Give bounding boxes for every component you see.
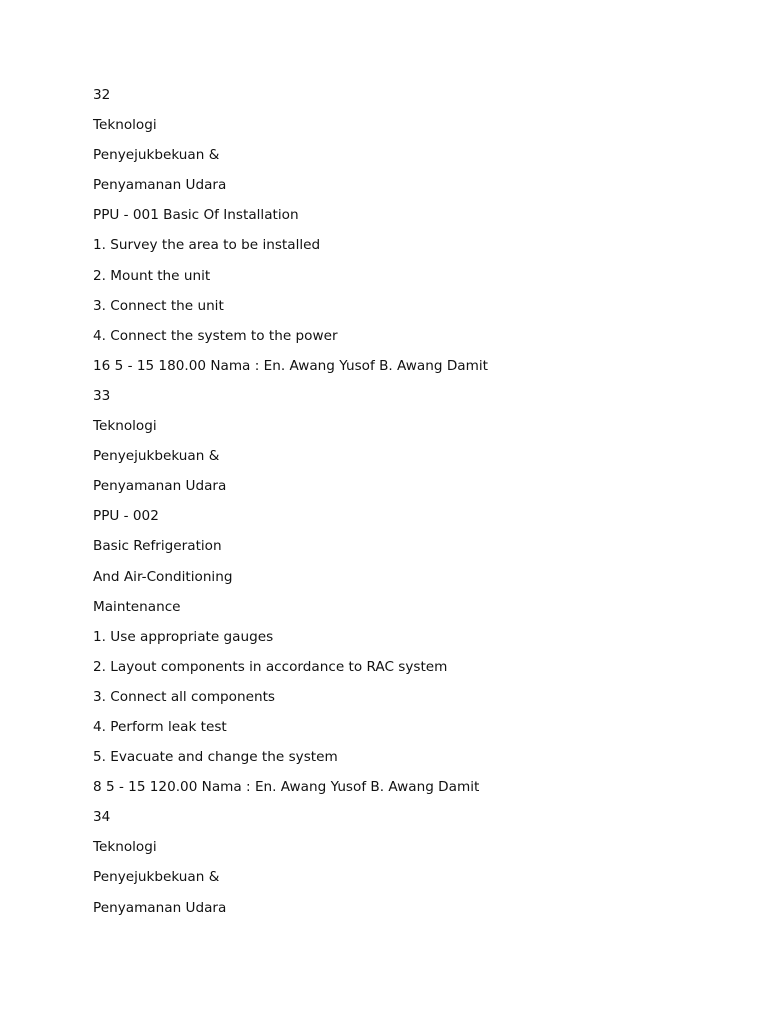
task-item: 4. Connect the system to the power	[93, 327, 338, 344]
module-title: Basic Refrigeration	[93, 538, 222, 555]
module-title: And Air-Conditioning	[93, 568, 233, 585]
module-title: PPU - 001 Basic Of Installation	[93, 207, 299, 224]
entry-details: 8 5 - 15 120.00 Nama : En. Awang Yusof B. Awang Damit	[93, 779, 480, 796]
task-item: 1. Use appropriate gauges	[93, 628, 274, 645]
task-item: 5. Evacuate and change the system	[93, 749, 338, 766]
course-field: Teknologi	[93, 839, 157, 856]
entry-number: 32	[93, 87, 111, 103]
entry-number: 33	[93, 387, 111, 404]
module-title: Maintenance	[93, 598, 181, 615]
task-item: 2. Layout components in accordance to RAC system	[93, 658, 448, 675]
course-field: Penyamanan Udara	[93, 899, 227, 916]
task-item: 3. Connect all components	[93, 688, 276, 705]
task-item: 1. Survey the area to be installed	[93, 237, 321, 254]
course-field: Penyejukbekuan &	[93, 869, 220, 886]
document-body	[93, 86, 733, 929]
course-field: Penyamanan Udara	[93, 177, 227, 194]
course-field: Penyamanan Udara	[93, 478, 227, 495]
task-item: 3. Connect the unit	[93, 297, 224, 314]
course-field: Penyejukbekuan &	[93, 147, 220, 164]
course-field: Penyejukbekuan &	[93, 448, 220, 465]
module-code: PPU - 002	[93, 508, 159, 525]
course-field: Teknologi	[93, 117, 157, 134]
task-item: 2. Mount the unit	[93, 267, 211, 284]
course-field: Teknologi	[93, 418, 157, 435]
entry-details: 16 5 - 15 180.00 Nama : En. Awang Yusof B. Awang Damit	[93, 357, 488, 374]
task-item: 4. Perform leak test	[93, 718, 227, 735]
entry-number: 34	[93, 809, 111, 826]
